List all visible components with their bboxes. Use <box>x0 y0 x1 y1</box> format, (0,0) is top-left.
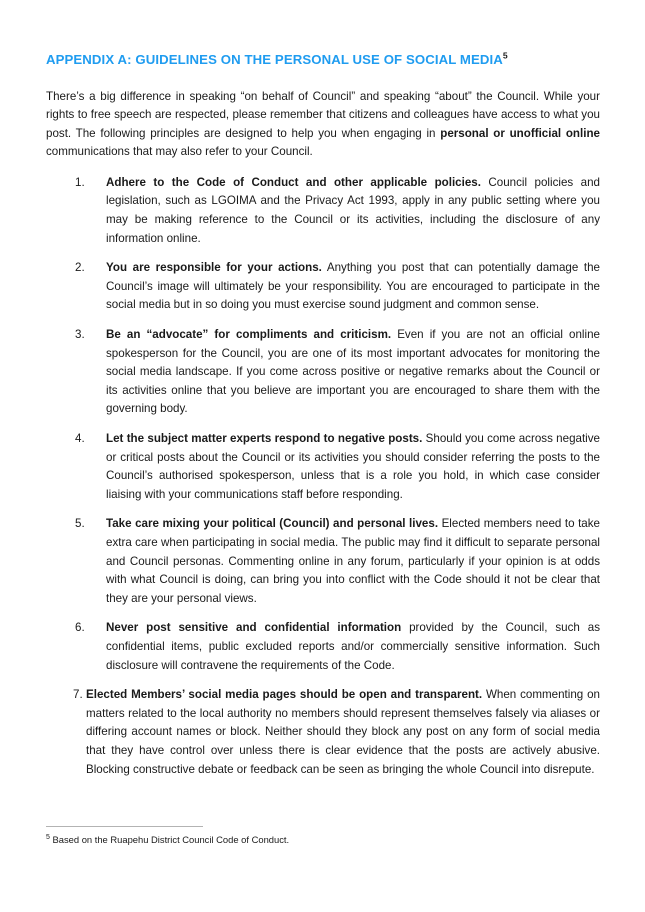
intro-emphasis: personal or unofficial online <box>440 126 600 140</box>
list-item-text: Even if you are not an official online spokesperson for the Council, you are one of its most important advocates for monitoring the social media landscape. If you come across positive or negative remarks about the Council or its activities online that you believe are important you are encouraged to share them with the governing body. <box>106 328 600 416</box>
intro-text-part-2: communications that may also refer to your Council. <box>46 145 313 159</box>
list-item-lead: Elected Members’ social media pages should be open and transparent. <box>86 688 483 702</box>
footnote <box>46 833 600 846</box>
list-item-marker: 6. <box>75 621 85 635</box>
list-item-body <box>106 326 600 419</box>
list-item <box>46 515 600 608</box>
list-item-text: Should you come across negative or critical posts about the Council or its activities you should consider referring the posts to the Council’s authorised spokesperson, unless that is a role you hold, in which case consider liaising with your communications staff before responding. <box>106 432 601 501</box>
list-item <box>46 686 600 779</box>
list-item-marker: 5. <box>75 517 85 531</box>
intro-text-part-1: There’s a big difference in speaking “on behalf of Council” and speaking “about” the Council. While your rights to free speech are respected, please remember that citizens and colleagues have access to what you post. The following principles are designed to help you when engaging in <box>46 89 600 140</box>
list-item <box>46 174 600 248</box>
list-item-lead: Let the subject matter experts respond to negative posts. <box>106 432 423 445</box>
list-item-body <box>106 430 600 504</box>
list-item-text: When commenting on matters related to the local authority no members should represent themselves falsely via aliases or differing account names or block. Neither should they block any post on any form of social media that they have control over unless there is clear evidence that the posts are actively abusive. Blocking constructive debate or feedback can be seen as bringing the whole Council into disrepute. <box>86 688 600 776</box>
list-item-marker: 4. <box>75 432 85 445</box>
principles-list <box>46 174 600 779</box>
list-item-body <box>106 515 600 608</box>
list-item-body <box>106 619 600 675</box>
list-item-text: provided by the Council, such as confidential items, public excluded reports and/or commercially sensitive information. Such disclosure will contravene the requirements of the Code. <box>106 621 600 672</box>
list-item <box>46 259 600 315</box>
footnote-area <box>46 826 600 846</box>
list-item-marker: 1. <box>75 175 85 189</box>
document-body <box>46 0 600 779</box>
list-item-marker: 7. <box>73 688 83 702</box>
footnote-separator <box>46 826 203 827</box>
list-item-marker: 2. <box>75 261 85 275</box>
list-item-lead: Be an “advocate” for compliments and criticism. <box>106 328 392 342</box>
list-item-lead: You are responsible for your actions. <box>106 261 322 275</box>
list-item <box>46 430 600 504</box>
list-item-lead: Never post sensitive and confidential information <box>106 621 402 635</box>
list-item <box>46 619 600 675</box>
list-item-text: Elected members need to take extra care when participating in social media. The public may find it difficult to separate personal and Council personas. Commenting online in any forum, particularly if your opinion is at odds with what Council is doing, can bring you into conflict with the Code should it not be clear that they are your personal views. <box>106 517 601 605</box>
list-item-body <box>106 174 600 248</box>
footnote-text: Based on the Ruapehu District Council Code of Conduct. <box>49 834 290 845</box>
list-item-marker: 3. <box>75 328 85 342</box>
list-item <box>46 326 600 419</box>
heading-footnote-marker: 5 <box>502 50 508 61</box>
intro-paragraph <box>46 69 600 162</box>
list-item-lead: Take care mixing your political (Council) and personal lives. <box>106 517 439 531</box>
footnote-marker: 5 <box>46 833 50 841</box>
list-item-body <box>86 686 600 779</box>
page-title <box>46 0 600 69</box>
list-item-body <box>106 259 600 315</box>
list-item-lead: Adhere to the Code of Conduct and other applicable policies. <box>106 175 481 189</box>
list-item-text: Council policies and legislation, such as LGOIMA and the Privacy Act 1993, apply in any public setting where you may be making reference to the Council or its activities, including the disclosure of any information online. <box>106 175 600 245</box>
list-item-text: Anything you post that can potentially damage the Council’s image will ultimately be your responsibility. You are encouraged to participate in the social media but in so doing you must exercise sound judgment and common sense. <box>106 261 600 312</box>
page-title-text: APPENDIX A: GUIDELINES ON THE PERSONAL USE OF SOCIAL MEDIA <box>46 52 503 67</box>
